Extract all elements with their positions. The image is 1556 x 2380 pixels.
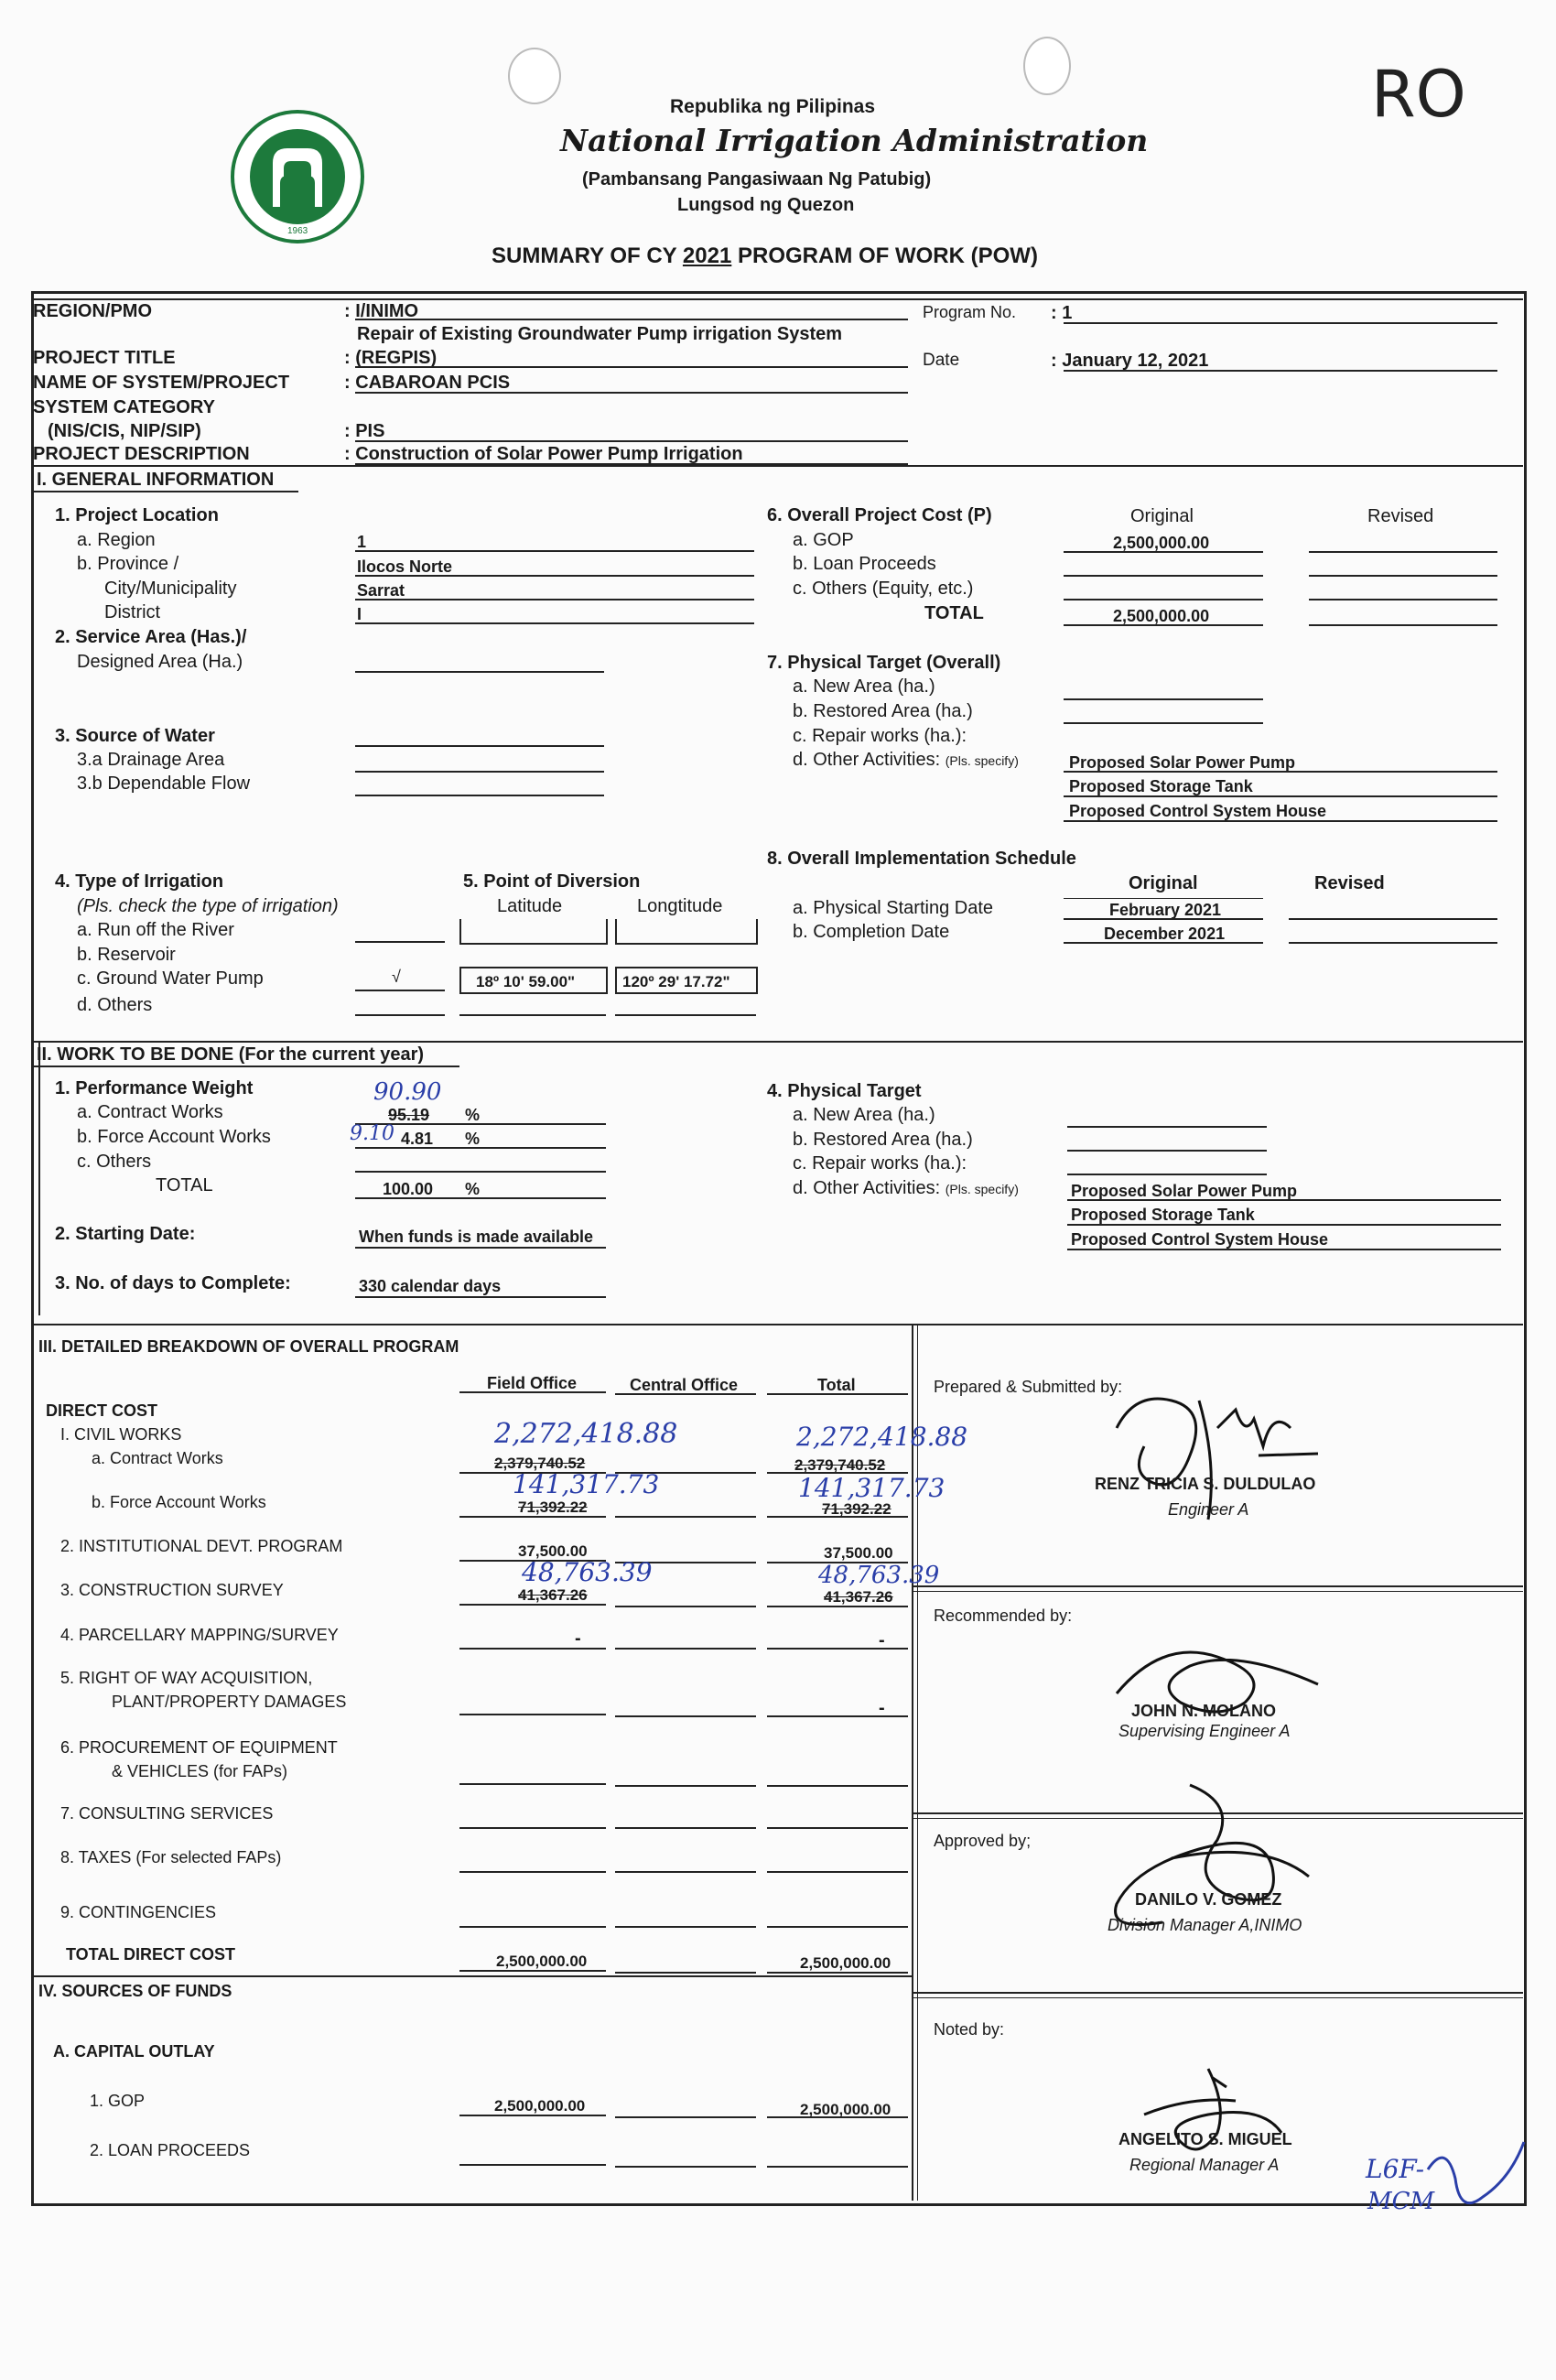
- gop-cost-value: 2,500,000.00: [1113, 534, 1210, 552]
- gop-original-line: [1064, 551, 1263, 553]
- source-water-label: 3. Source of Water: [55, 726, 215, 746]
- procurement-central-line: [615, 1785, 756, 1787]
- district-label: District: [104, 602, 161, 622]
- starting-date-label: a. Physical Starting Date: [793, 898, 993, 918]
- starting-date-value: February 2021: [1109, 901, 1222, 919]
- completion-date-revised-line: [1289, 942, 1497, 944]
- signatory-rule-1: [913, 1585, 1523, 1587]
- work-activity-3-line: [1067, 1249, 1501, 1250]
- parcellary-central-line: [615, 1648, 756, 1650]
- project-location-label: 1. Project Location: [55, 505, 219, 525]
- work-repair-works-line: [1067, 1174, 1267, 1175]
- overall-other-activities-text: d. Other Activities:: [793, 750, 941, 770]
- diversion-label: 5. Point of Diversion: [463, 871, 641, 892]
- project-title-underline: [355, 366, 908, 368]
- col-field-underline: [459, 1391, 606, 1393]
- drainage-area-line: [355, 771, 604, 773]
- recommended-title: Supervising Engineer A: [1118, 1722, 1291, 1740]
- survey-field-handwritten: 48,763.39: [522, 1557, 653, 1587]
- gop-fund-label: 1. GOP: [90, 2092, 146, 2110]
- force-weight-label: b. Force Account Works: [77, 1127, 271, 1147]
- contract-total-value: 2,379,740.52: [794, 1456, 886, 1474]
- row-acquisition-label: 5. RIGHT OF WAY ACQUISITION,: [60, 1669, 313, 1687]
- longitude-value: 120º 29' 17.72": [622, 973, 730, 990]
- punch-hole-left: [508, 48, 561, 104]
- overall-activity-1-line: [1064, 771, 1497, 773]
- margin-note-line1: L6F-: [1366, 2154, 1425, 2184]
- loan-original-line: [1064, 575, 1263, 577]
- date-underline: [1064, 370, 1497, 372]
- total-original-line: [1064, 624, 1263, 626]
- idp-field-value: 37,500.00: [518, 1542, 588, 1560]
- district-line: [355, 622, 754, 624]
- program-no-label: Program No.: [923, 303, 1017, 321]
- force-field-value: 71,392.22: [518, 1498, 588, 1516]
- contract-works-label: a. Contract Works: [92, 1449, 223, 1467]
- category-label: SYSTEM CATEGORY: [33, 397, 215, 417]
- section3-top-rule: [31, 1324, 1523, 1325]
- frame-double-line: [31, 298, 1523, 300]
- irrigation-type-label: 4. Type of Irrigation: [55, 871, 224, 892]
- total-direct-total: 2,500,000.00: [800, 1954, 891, 1972]
- total-weight-line: [355, 1197, 606, 1199]
- work-activity-1: Proposed Solar Power Pump: [1071, 1182, 1298, 1200]
- completion-date-label: b. Completion Date: [793, 922, 950, 942]
- signatory-column-divider: [912, 1324, 913, 2201]
- days-label: 3. No. of days to Complete:: [55, 1273, 291, 1293]
- starting-date-revised-line: [1289, 918, 1497, 920]
- signatory-rule-3b: [913, 1997, 1523, 1998]
- signatory-rule-1b: [913, 1591, 1523, 1592]
- work-activity-3: Proposed Control System House: [1071, 1230, 1329, 1249]
- contingencies-field-line: [459, 1926, 606, 1928]
- gop-fund-total-line: [767, 2116, 908, 2118]
- row-central-line: [615, 1715, 756, 1717]
- latitude-label: Latitude: [497, 896, 563, 916]
- force-total-handwritten: 141,317.73: [798, 1473, 945, 1503]
- others-weight-line: [355, 1171, 606, 1173]
- province-value: Ilocos Norte: [357, 557, 453, 576]
- loan-cost-label: b. Loan Proceeds: [793, 554, 936, 574]
- system-value: : CABAROAN PCIS: [344, 373, 511, 393]
- survey-field-line: [459, 1604, 606, 1606]
- gop-fund-field: 2,500,000.00: [494, 2097, 586, 2115]
- consulting-total-line: [767, 1827, 908, 1829]
- starting-date-work-label: 2. Starting Date:: [55, 1224, 196, 1244]
- category-underline: [355, 440, 908, 442]
- section2-left-double: [38, 1041, 40, 1315]
- service-area-line: [355, 671, 604, 673]
- work-new-area-line: [1067, 1126, 1267, 1128]
- title-prefix: SUMMARY OF CY: [492, 243, 683, 268]
- section4-top-rule: [31, 1975, 913, 1977]
- parcellary-field-dash: -: [575, 1628, 581, 1649]
- overall-new-area-label: a. New Area (ha.): [793, 676, 935, 697]
- overall-new-area-line: [1064, 698, 1263, 700]
- procurement-sublabel: & VEHICLES (for FAPs): [112, 1762, 288, 1780]
- total-direct-field: 2,500,000.00: [496, 1953, 588, 1970]
- work-pls-specify: (Pls. specify): [945, 1182, 1019, 1196]
- total-direct-total-line: [767, 1972, 908, 1974]
- province-label: b. Province /: [77, 554, 179, 574]
- row-damages-label: PLANT/PROPERTY DAMAGES: [112, 1693, 347, 1711]
- others-cost-label: c. Others (Equity, etc.): [793, 579, 974, 599]
- section1-sub-rule: [31, 491, 298, 492]
- work-activity-1-line: [1067, 1199, 1501, 1201]
- designed-area-label: Designed Area (Ha.): [77, 652, 243, 672]
- others-revised-line: [1309, 599, 1497, 600]
- gop-fund-central-line: [615, 2116, 756, 2118]
- starting-date-work-line: [355, 1247, 606, 1249]
- row-field-line: [459, 1714, 606, 1715]
- idp-label: 2. INSTITUTIONAL DEVT. PROGRAM: [60, 1537, 343, 1555]
- capital-outlay-label: A. CAPITAL OUTLAY: [53, 2042, 215, 2061]
- civil-works-label: I. CIVIL WORKS: [60, 1425, 182, 1444]
- margin-note-line2: MCM: [1367, 2188, 1435, 2215]
- project-cost-label: 6. Overall Project Cost (P): [767, 505, 992, 525]
- taxes-central-line: [615, 1871, 756, 1873]
- system-label: NAME OF SYSTEM/PROJECT: [33, 373, 290, 393]
- description-value: : Construction of Solar Power Pump Irrigation: [344, 444, 743, 464]
- force-total-line: [767, 1516, 908, 1518]
- cost-revised-header: Revised: [1367, 506, 1434, 526]
- work-heading: II. WORK TO BE DONE (For the current year): [37, 1044, 425, 1065]
- project-title-label: PROJECT TITLE: [33, 348, 176, 368]
- parcellary-label: 4. PARCELLARY MAPPING/SURVEY: [60, 1626, 339, 1644]
- taxes-label: 8. TAXES (For selected FAPs): [60, 1848, 282, 1866]
- total-cost-label: TOTAL: [924, 603, 984, 623]
- ground-water-label: c. Ground Water Pump: [77, 968, 264, 989]
- loan-fund-field-line: [459, 2164, 606, 2166]
- consulting-central-line: [615, 1827, 756, 1829]
- force-works-label: b. Force Account Works: [92, 1493, 266, 1511]
- overall-activity-3: Proposed Control System House: [1069, 802, 1327, 820]
- work-physical-target-label: 4. Physical Target: [767, 1081, 922, 1101]
- run-off-line: [355, 941, 445, 943]
- general-info-heading: I. GENERAL INFORMATION: [37, 470, 275, 490]
- contingencies-total-line: [767, 1926, 908, 1928]
- region-field-label: a. Region: [77, 530, 156, 550]
- contract-weight-pct: %: [465, 1106, 481, 1124]
- city-label: City/Municipality: [104, 579, 237, 599]
- overall-activity-1: Proposed Solar Power Pump: [1069, 753, 1296, 772]
- direct-cost-label: DIRECT COST: [46, 1401, 158, 1420]
- work-repair-works-label: c. Repair works (ha.):: [793, 1153, 967, 1174]
- city-line: [355, 599, 754, 600]
- loan-fund-label: 2. LOAN PROCEEDS: [90, 2141, 251, 2159]
- breakdown-heading: III. DETAILED BREAKDOWN OF OVERALL PROGRAM: [38, 1337, 459, 1356]
- work-new-area-label: a. New Area (ha.): [793, 1105, 935, 1125]
- ground-water-line: [355, 990, 445, 991]
- latitude-value: 18º 10' 59.00": [476, 973, 576, 990]
- date-label: Date: [923, 351, 960, 370]
- force-weight-line: [355, 1147, 606, 1149]
- row-total-line: [767, 1715, 908, 1717]
- procurement-total-line: [767, 1785, 908, 1787]
- procurement-label: 6. PROCUREMENT OF EQUIPMENT: [60, 1738, 338, 1757]
- survey-total-handwritten: 48,763.39: [818, 1562, 940, 1589]
- row-total-dash: -: [879, 1698, 885, 1718]
- total-cost-value: 2,500,000.00: [1113, 607, 1210, 625]
- physical-target-overall-label: 7. Physical Target (Overall): [767, 653, 1001, 673]
- approved-by-label: Approved by;: [934, 1832, 1032, 1850]
- sources-of-funds-heading: IV. SOURCES OF FUNDS: [38, 1982, 232, 2000]
- total-direct-field-line: [459, 1970, 606, 1972]
- project-title-line2: : (REGPIS): [344, 348, 438, 368]
- idp-total-value: 37,500.00: [824, 1544, 893, 1562]
- longitude-bottom-line: [615, 1014, 756, 1016]
- region-underline: [355, 319, 908, 320]
- contingencies-central-line: [615, 1926, 756, 1928]
- recommended-name: JOHN N. MOLANO: [1131, 1702, 1277, 1720]
- survey-total-value: 41,367.26: [824, 1588, 893, 1606]
- others-weight-label: c. Others: [77, 1152, 152, 1172]
- schedule-revised-header: Revised: [1314, 873, 1385, 893]
- program-no-underline: [1064, 322, 1497, 324]
- prepared-title: Engineer A: [1168, 1500, 1249, 1519]
- overall-repair-works-label: c. Repair works (ha.):: [793, 726, 967, 746]
- nia-seal-logo: [229, 108, 366, 245]
- procurement-field-line: [459, 1783, 606, 1785]
- run-off-label: a. Run off the River: [77, 920, 234, 940]
- region-value: : I/INIMO: [344, 301, 419, 321]
- date-value: : January 12, 2021: [1051, 351, 1209, 371]
- survey-central-line: [615, 1606, 756, 1607]
- approved-title: Division Manager A,INIMO: [1108, 1916, 1302, 1934]
- force-weight-value: 4.81: [401, 1130, 434, 1148]
- irrigation-note: (Pls. check the type of irrigation): [77, 896, 339, 916]
- total-weight-pct: %: [465, 1180, 481, 1198]
- others-irrigation-label: d. Others: [77, 995, 153, 1015]
- col-total: Total: [817, 1376, 856, 1394]
- total-direct-central-line: [615, 1972, 756, 1974]
- service-area-label: 2. Service Area (Has.)/: [55, 627, 247, 647]
- starting-date-original-line: [1064, 918, 1263, 920]
- consulting-field-line: [459, 1827, 606, 1829]
- dependable-flow-label: 3.b Dependable Flow: [77, 774, 251, 794]
- days-line: [355, 1296, 606, 1298]
- loan-fund-central-line: [615, 2166, 756, 2168]
- seal-year: 1963: [287, 226, 308, 236]
- completion-date-value: December 2021: [1104, 925, 1226, 943]
- city-value: Sarrat: [357, 581, 405, 600]
- longitude-label: Longtitude: [637, 896, 723, 916]
- overall-restored-area-label: b. Restored Area (ha.): [793, 701, 973, 721]
- total-revised-line: [1309, 624, 1497, 626]
- region-field-line: [355, 550, 754, 552]
- program-no-value: : 1: [1051, 303, 1073, 323]
- consulting-label: 7. CONSULTING SERVICES: [60, 1804, 274, 1823]
- section1-top-rule: [31, 465, 1523, 467]
- contract-weight-handwritten: 90.90: [373, 1078, 442, 1106]
- contingencies-label: 9. CONTINGENCIES: [60, 1903, 217, 1921]
- work-activity-2-line: [1067, 1224, 1501, 1226]
- noted-by-label: Noted by:: [934, 2020, 1005, 2039]
- gop-fund-total: 2,500,000.00: [800, 2101, 891, 2118]
- overall-activity-3-line: [1064, 820, 1497, 822]
- col-central-underline: [615, 1393, 756, 1395]
- prepared-name: RENZ TRICIA S. DULDULAO: [1095, 1475, 1316, 1493]
- parcellary-total-dash: -: [879, 1630, 885, 1650]
- loan-revised-line: [1309, 575, 1497, 577]
- latitude-bottom-line: [459, 1014, 606, 1016]
- section2-top-rule: [31, 1041, 1523, 1043]
- source-water-line: [355, 745, 604, 747]
- work-other-activities-label: [793, 1179, 1019, 1197]
- overall-other-activities-label: [793, 751, 1019, 769]
- days-value: 330 calendar days: [359, 1277, 502, 1295]
- taxes-field-line: [459, 1871, 606, 1873]
- document-title: [492, 245, 1038, 267]
- col-field-office: Field Office: [487, 1374, 578, 1392]
- project-title-line1: Repair of Existing Groundwater Pump irrigation System: [357, 324, 843, 344]
- title-year: 2021: [682, 243, 732, 268]
- reservoir-label: b. Reservoir: [77, 945, 176, 965]
- work-activity-2: Proposed Storage Tank: [1071, 1206, 1255, 1224]
- schedule-label: 8. Overall Implementation Schedule: [767, 849, 1076, 869]
- prepared-by-label: Prepared & Submitted by:: [934, 1378, 1123, 1396]
- approved-signature: [1080, 1767, 1327, 1941]
- force-field-handwritten: 141,317.73: [513, 1469, 660, 1499]
- overall-restored-area-line: [1064, 722, 1263, 724]
- others-irrigation-line: [355, 1014, 445, 1016]
- contract-field-value: 2,379,740.52: [494, 1455, 586, 1472]
- force-field-line: [459, 1516, 606, 1518]
- contract-weight-value: 95.19: [388, 1106, 430, 1124]
- noted-title: Regional Manager A: [1129, 2156, 1280, 2174]
- schedule-original-header: Original: [1129, 873, 1198, 893]
- contract-field-handwritten: 2,272,418.88: [494, 1418, 678, 1450]
- survey-label: 3. CONSTRUCTION SURVEY: [60, 1581, 284, 1599]
- republic-text: Republika ng Pilipinas: [670, 96, 876, 117]
- contract-total-handwritten: 2,272,418.88: [796, 1422, 968, 1452]
- loan-fund-total-line: [767, 2166, 908, 2168]
- agency-name: National Irrigation Administration: [560, 123, 1149, 158]
- section2-sub-rule: [31, 1066, 459, 1067]
- col-total-underline: [767, 1393, 908, 1395]
- overall-activity-2-line: [1064, 795, 1497, 797]
- col-central-office: Central Office: [630, 1376, 739, 1394]
- total-direct-label: TOTAL DIRECT COST: [66, 1945, 236, 1964]
- district-value: I: [357, 605, 362, 623]
- region-field-value: 1: [357, 533, 367, 551]
- province-line: [355, 575, 754, 577]
- corner-handwritten-mark: RO: [1371, 57, 1466, 132]
- ground-water-check: √: [392, 968, 401, 986]
- system-underline: [355, 392, 908, 394]
- completion-date-original-line: [1064, 942, 1263, 944]
- survey-field-value: 41,367.26: [518, 1586, 588, 1604]
- dependable-flow-line: [355, 795, 604, 796]
- gop-revised-line: [1309, 551, 1497, 553]
- signatory-column-divider-2: [917, 1324, 918, 2201]
- margin-note-stroke: [1410, 2133, 1529, 2234]
- category-sublabel: (NIS/CIS, NIP/SIP): [48, 421, 201, 441]
- work-restored-area-line: [1067, 1150, 1267, 1152]
- overall-pls-specify: (Pls. specify): [945, 753, 1019, 768]
- total-weight-label: TOTAL: [156, 1175, 213, 1195]
- contract-weight-label: a. Contract Works: [77, 1102, 223, 1122]
- drainage-area-label: 3.a Drainage Area: [77, 750, 225, 770]
- region-label: REGION/PMO: [33, 301, 153, 321]
- recommended-by-label: Recommended by:: [934, 1606, 1073, 1625]
- gop-cost-label: a. GOP: [793, 530, 854, 550]
- latitude-top-box: [459, 919, 608, 945]
- overall-activity-2: Proposed Storage Tank: [1069, 777, 1253, 795]
- city-text: Lungsod ng Quezon: [677, 195, 855, 215]
- category-value: : PIS: [344, 421, 385, 441]
- signatory-rule-3: [913, 1992, 1523, 1994]
- cost-original-header: Original: [1130, 506, 1194, 526]
- work-other-activities-text: d. Other Activities:: [793, 1178, 941, 1198]
- force-total-value: 71,392.22: [822, 1500, 891, 1518]
- performance-weight-label: 1. Performance Weight: [55, 1078, 254, 1098]
- noted-name: ANGELITO S. MIGUEL: [1118, 2130, 1292, 2148]
- punch-hole-right: [1023, 37, 1071, 95]
- total-weight-value: 100.00: [383, 1180, 434, 1198]
- gop-fund-field-line: [459, 2115, 606, 2116]
- starting-date-work-value: When funds is made available: [359, 1228, 594, 1246]
- force-weight-handwritten: 9.10: [350, 1122, 394, 1145]
- force-central-line: [615, 1516, 756, 1518]
- agency-local-name: (Pambansang Pangasiwaan Ng Patubig): [582, 169, 932, 189]
- schedule-value-topline: [1064, 898, 1263, 899]
- approved-name: DANILO V. GOMEZ: [1135, 1890, 1282, 1909]
- title-suffix: PROGRAM OF WORK (POW): [731, 243, 1038, 268]
- survey-total-line: [767, 1606, 908, 1607]
- parcellary-total-line: [767, 1648, 908, 1650]
- description-label: PROJECT DESCRIPTION: [33, 444, 250, 464]
- parcellary-field-line: [459, 1648, 606, 1650]
- work-restored-area-label: b. Restored Area (ha.): [793, 1130, 973, 1150]
- force-weight-pct: %: [465, 1130, 481, 1148]
- others-original-line: [1064, 599, 1263, 600]
- taxes-total-line: [767, 1871, 908, 1873]
- longitude-top-box: [615, 919, 758, 945]
